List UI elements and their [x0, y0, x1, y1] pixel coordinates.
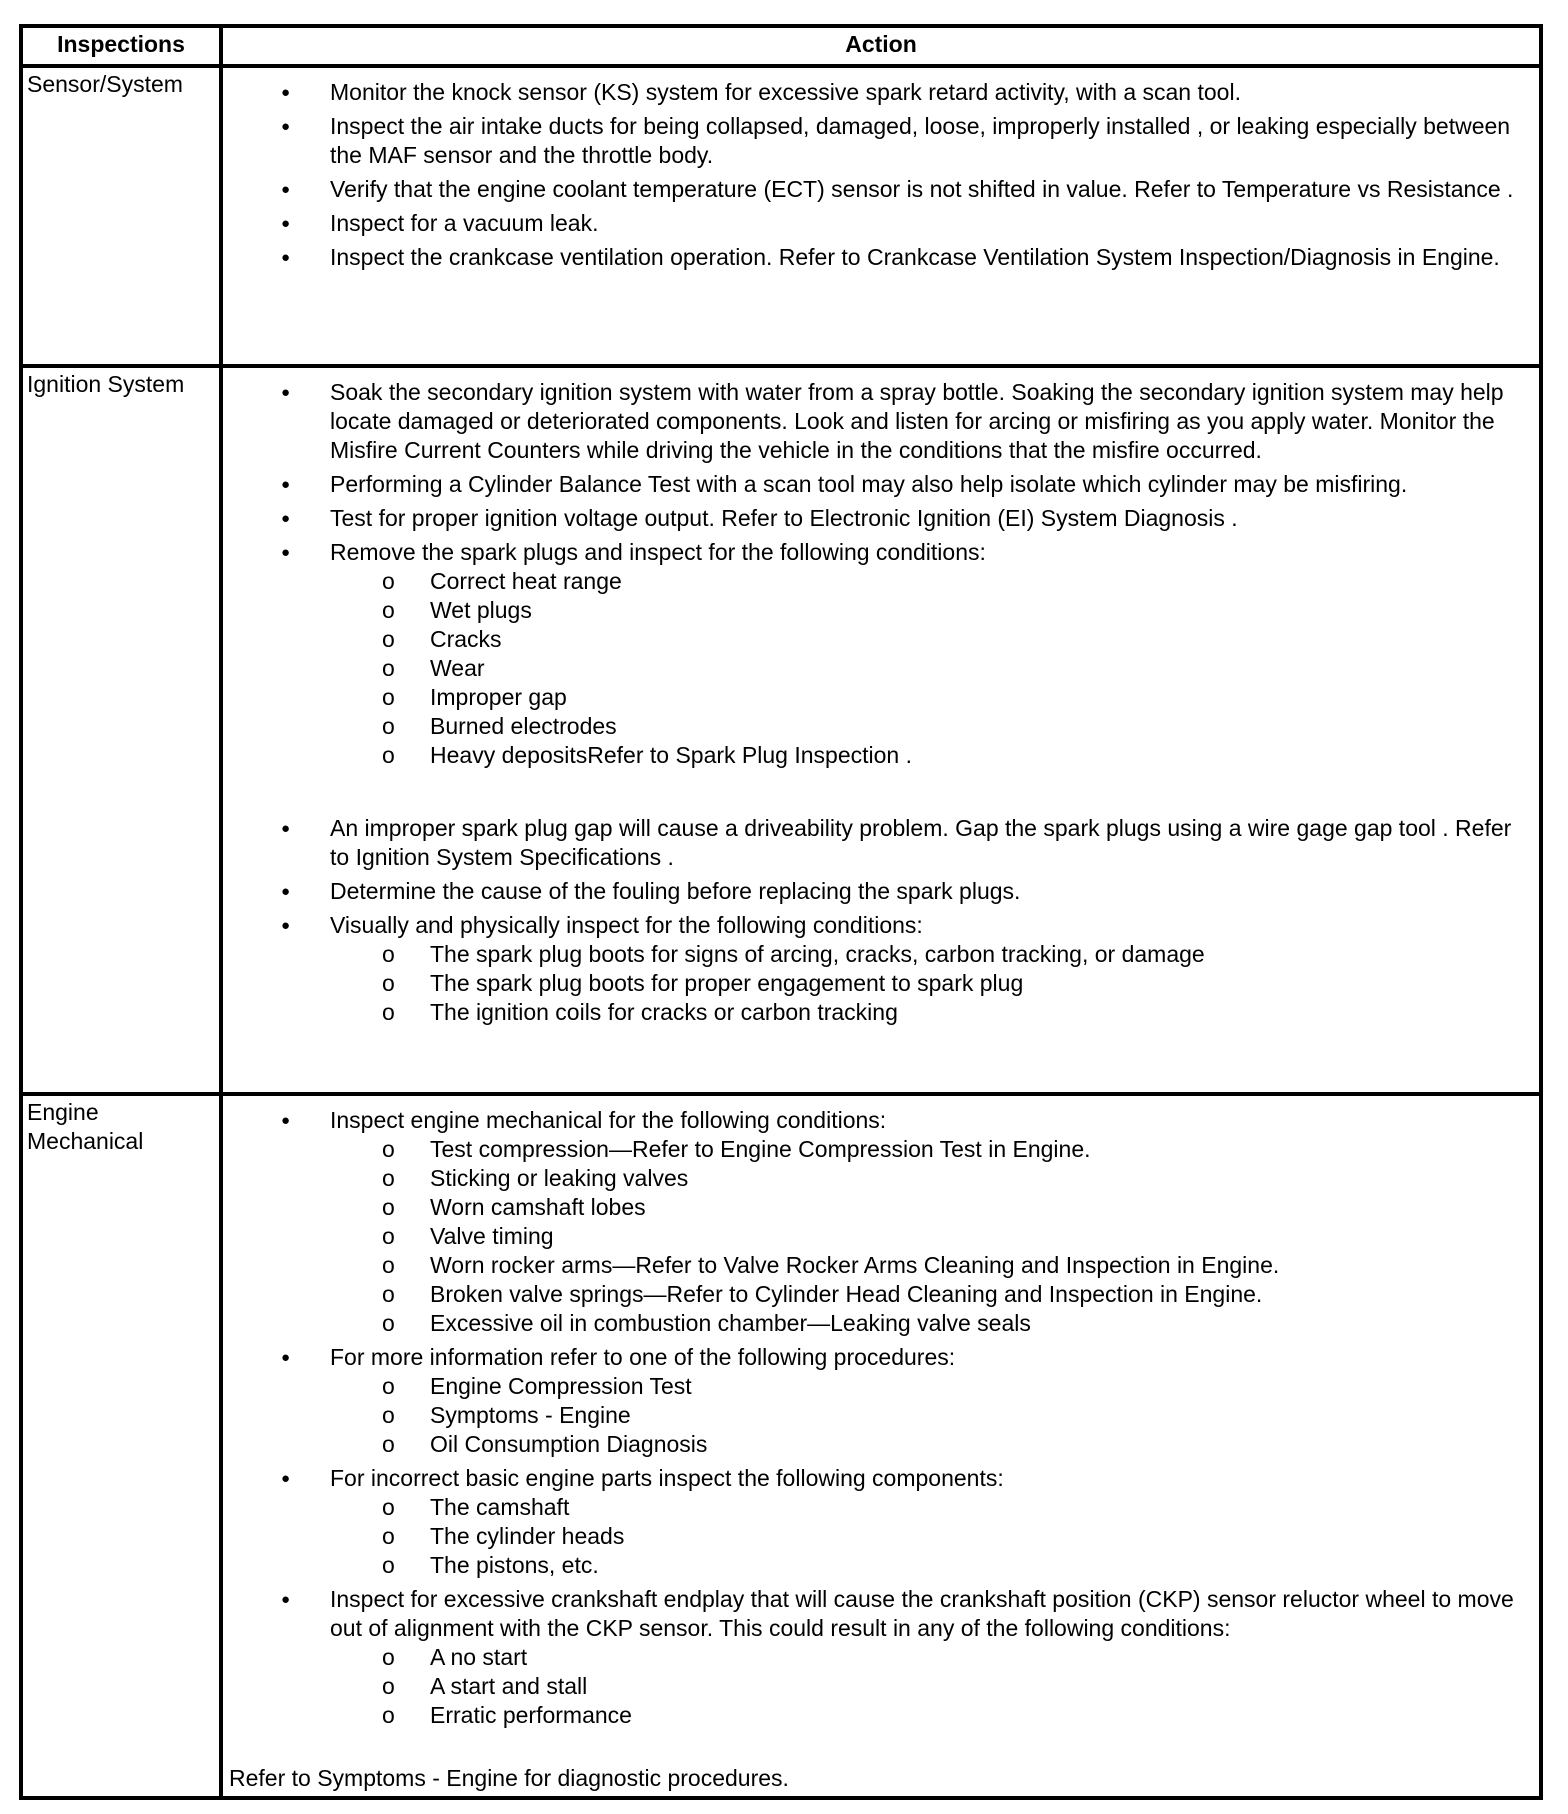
bullet-list: [223, 1106, 1531, 1730]
list-item-text: Inspect for excessive crankshaft endplay that will cause the crankshaft position (CKP) sensor reluctor wheel to move out of alignment with the CKP sensor. This could result in any of the following conditions:: [330, 1586, 1514, 1641]
inspections-header: Inspections: [21, 26, 221, 66]
list-item: [223, 538, 1531, 770]
sub-list-item: o The spark plug boots for proper engagement to spark plug: [223, 969, 1531, 998]
list-item: ● Test for proper ignition voltage output. Refer to Electronic Ignition (EI) System Diagnosis .: [223, 504, 1531, 533]
sub-list-item: o The spark plug boots for signs of arcing, cracks, carbon tracking, or damage: [223, 940, 1531, 969]
bullet-list: [223, 378, 1531, 1027]
sub-list-item: o Cracks: [223, 625, 1531, 654]
sub-list-item: o A start and stall: [223, 1672, 1531, 1701]
sub-list-item: o Engine Compression Test: [223, 1372, 1531, 1401]
sub-list-item: o Test compression—Refer to Engine Compression Test in Engine.: [223, 1135, 1531, 1164]
sub-list-item: o Excessive oil in combustion chamber—Leaking valve seals: [223, 1309, 1531, 1338]
sub-list-item: o Burned electrodes: [223, 712, 1531, 741]
list-item-text: Remove the spark plugs and inspect for the following conditions:: [330, 539, 986, 565]
action-header: Action: [221, 26, 1541, 66]
action-cell: [221, 366, 1541, 1094]
list-item: ● Determine the cause of the fouling before replacing the spark plugs.: [223, 877, 1531, 906]
sub-list: [330, 1643, 1531, 1730]
list-item: ● Soak the secondary ignition system with water from a spray bottle. Soaking the secondary ignition system may help locate damaged or deteriorated components. Look and listen for arcing or misfiring as you apply water. Monitor the Misfire Current Counters while driving the vehicle in the conditions that the misfire occurred.: [223, 378, 1531, 465]
sub-list-item: o Erratic performance: [223, 1701, 1531, 1730]
list-item-text: Inspect engine mechanical for the following conditions:: [330, 1107, 887, 1133]
row-engine-mechanical: [21, 1094, 1541, 1798]
sub-list-item: o Worn camshaft lobes: [223, 1193, 1531, 1222]
sub-list-item: o Sticking or leaking valves: [223, 1164, 1531, 1193]
inspection-table: [19, 24, 1543, 1800]
sub-list: [330, 1493, 1531, 1580]
sub-list-item: o Oil Consumption Diagnosis: [223, 1430, 1531, 1459]
list-item-text: For more information refer to one of the following procedures:: [330, 1344, 956, 1370]
list-item-text: Visually and physically inspect for the following conditions:: [330, 912, 923, 938]
list-item-text: For incorrect basic engine parts inspect the following components:: [330, 1465, 1004, 1491]
sub-list: [330, 940, 1531, 1027]
sub-list-item: o Heavy depositsRefer to Spark Plug Inspection .: [223, 741, 1531, 770]
bullet-list: [223, 78, 1531, 272]
list-item: [223, 1464, 1531, 1580]
list-item: [223, 1343, 1531, 1459]
sub-list-item: o Wet plugs: [223, 596, 1531, 625]
sub-list-item: o Improper gap: [223, 683, 1531, 712]
list-item: ● Inspect for a vacuum leak.: [223, 209, 1531, 238]
sub-list-item: o The camshaft: [223, 1493, 1531, 1522]
sub-list-item: o Worn rocker arms—Refer to Valve Rocker Arms Cleaning and Inspection in Engine.: [223, 1251, 1531, 1280]
list-item: [223, 1585, 1531, 1730]
sub-list: [330, 567, 1531, 770]
footer-note: Refer to Symptoms - Engine for diagnostic procedures.: [229, 1765, 789, 1791]
list-item: ● Inspect the crankcase ventilation operation. Refer to Crankcase Ventilation System Inspection/Diagnosis in Engine.: [223, 243, 1531, 272]
sub-list-item: o Wear: [223, 654, 1531, 683]
inspection-label: Engine Mechanical: [21, 1094, 221, 1798]
list-item: ● Monitor the knock sensor (KS) system for excessive spark retard activity, with a scan tool.: [223, 78, 1531, 107]
row-ignition-system: [21, 366, 1541, 1094]
sub-list-item: o The pistons, etc.: [223, 1551, 1531, 1580]
list-item: ● Verify that the engine coolant temperature (ECT) sensor is not shifted in value. Refer to Temperature vs Resistance .: [223, 175, 1531, 204]
sub-list-item: o Symptoms - Engine: [223, 1401, 1531, 1430]
sub-list-item: o Broken valve springs—Refer to Cylinder Head Cleaning and Inspection in Engine.: [223, 1280, 1531, 1309]
sub-list-item: o Valve timing: [223, 1222, 1531, 1251]
list-item: ● Performing a Cylinder Balance Test with a scan tool may also help isolate which cylinder may be misfiring.: [223, 470, 1531, 499]
list-item: [223, 911, 1531, 1027]
inspection-label: Sensor/System: [21, 66, 221, 366]
sub-list-item: o A no start: [223, 1643, 1531, 1672]
header-row: [21, 26, 1541, 66]
inspection-label: Ignition System: [21, 366, 221, 1094]
sub-list-item: o The ignition coils for cracks or carbon tracking: [223, 998, 1531, 1027]
action-cell: [221, 66, 1541, 366]
list-item: ● Inspect the air intake ducts for being collapsed, damaged, loose, improperly installed , or leaking especially between the MAF sensor and the throttle body.: [223, 112, 1531, 170]
sub-list-item: o Correct heat range: [223, 567, 1531, 596]
action-cell: [221, 1094, 1541, 1798]
list-item: ● An improper spark plug gap will cause a driveability problem. Gap the spark plugs using a wire gage gap tool . Refer to Ignition System Specifications .: [223, 814, 1531, 872]
list-item: [223, 1106, 1531, 1338]
sub-list-item: o The cylinder heads: [223, 1522, 1531, 1551]
sub-list: [330, 1372, 1531, 1459]
row-sensor-system: [21, 66, 1541, 366]
sub-list: [330, 1135, 1531, 1338]
